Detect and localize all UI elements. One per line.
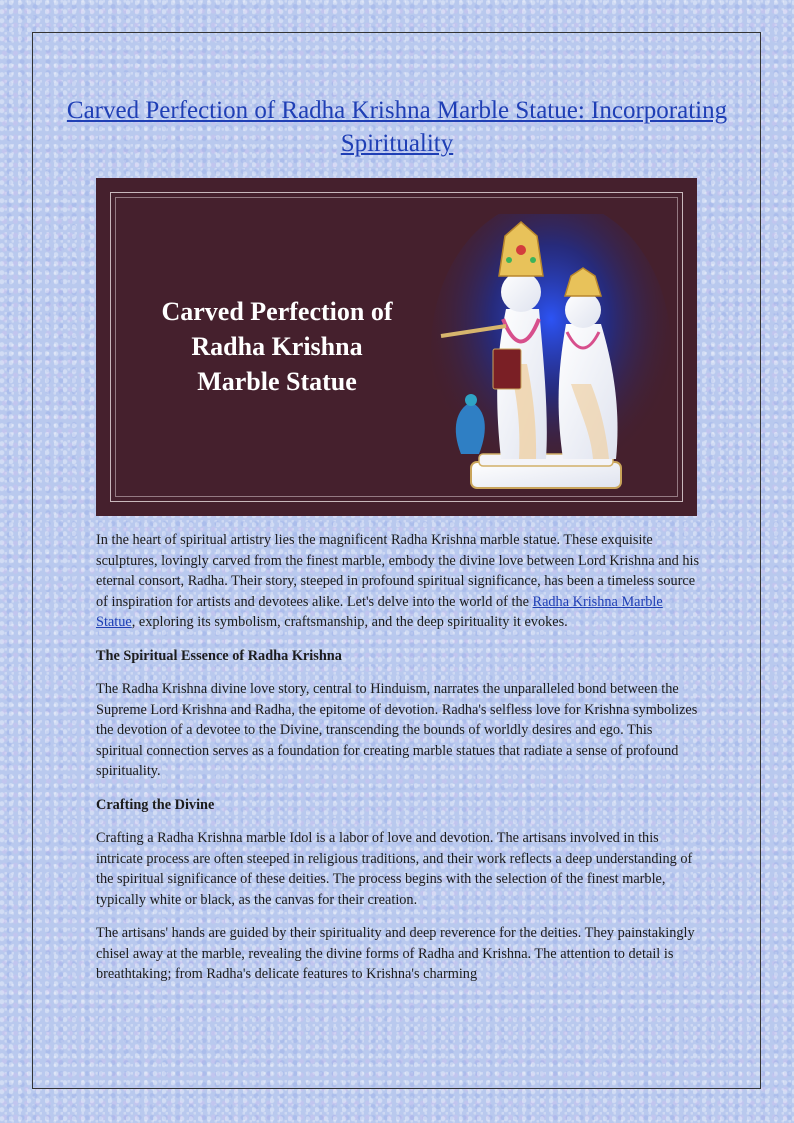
intro-text-before-link: In the heart of spiritual artistry lies the magnificent Radha Krishna marble statue. These exquisite sculptures, lovingly carved from the finest marble, embody the divine love between Lord Krishna and his eternal consort, Radha. Their story, steeped in profound spiritual significance, has been a timeless source of inspiration for artists and devotees alike. Let's delve into the world of the [96,532,700,610]
hero-banner [96,178,697,516]
section-heading-crafting: Crafting the Divine [96,796,215,813]
article-body [96,530,700,998]
banner-heading-line2: Radha Krishna [191,332,363,361]
banner-heading-line1: Carved Perfection of [161,297,393,326]
intro-text-after-link: , exploring its symbolism, craftsmanship, and the deep spirituality it evokes. [131,614,568,630]
section-paragraph-crafting-1: Crafting a Radha Krishna marble Idol is a labor of love and devotion. The artisans involved in this intricate process are often steeped in religious traditions, and their work reflects a deep understanding of the spiritual significance of these deities. The process begins with the selection of the finest marble, typically white or black, as the canvas for their creation. [96,830,693,908]
banner-heading-line3: Marble Statue [197,367,357,396]
page-title[interactable]: Carved Perfection of Radha Krishna Marble Statue: Incorporating Spirituality [66,97,728,157]
banner-heading [132,294,422,399]
section-paragraph-crafting-2: The artisans' hands are guided by their spirituality and deep reverence for the deities. They painstakingly chisel away at the marble, revealing the divine forms of Radha and Krishna. The attention to detail is breathtaking; from Radha's delicate features to Krishna's charming [96,925,695,982]
section-heading-spiritual-essence: The Spiritual Essence of Radha Krishna [96,647,342,664]
radha-krishna-statue-icon [431,214,671,514]
radha-krishna-statue-link[interactable]: Radha Krishna Marble Statue [96,593,663,630]
intro-paragraph [96,530,700,633]
section-paragraph-spiritual-essence: The Radha Krishna divine love story, central to Hinduism, narrates the unparalleled bond between the Supreme Lord Krishna and Radha, the epitome of devotion. Radha's selfless love for Krishna symbolizes the devotion of a devotee to the Divine, transcending the bounds of worldly desires and ego. This spiritual connection serves as a foundation for creating marble statues that radiate a sense of profound spirituality. [96,681,698,779]
